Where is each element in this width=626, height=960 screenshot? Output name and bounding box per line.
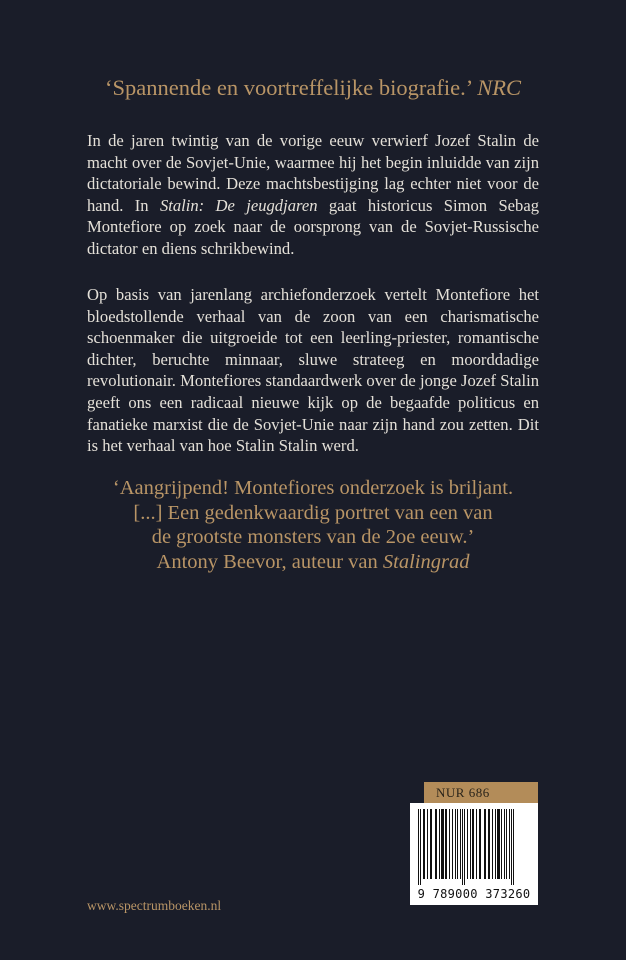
barcode-bar	[423, 809, 425, 879]
nur-code-label: NUR 686	[424, 782, 538, 803]
book-title-inline: Stalin: De jeugdjaren	[159, 195, 318, 215]
bottom-quote-attribution	[0, 550, 626, 575]
barcode-bar	[472, 809, 474, 879]
barcode-bar	[449, 809, 450, 879]
barcode-bar	[460, 809, 461, 879]
bottom-quote-line-2: [...] Een gedenkwaardig portret van een van	[133, 501, 493, 524]
barcode-bar	[467, 809, 468, 879]
barcode-bar	[492, 809, 493, 879]
barcode-bar	[488, 809, 490, 879]
blurb-paragraph-1	[87, 130, 539, 260]
top-review-quote	[0, 73, 626, 103]
blurb-p1-part-a: In de jaren twintig van de vorige eeuw verwierf Jozef Stalin de macht over de Sovjet-Unie, waarmee hij het begin inluidde van zijn dictatoriale bewind. Deze machtsbestijging lag echter niet voor de hand. In	[87, 131, 539, 215]
barcode-bar	[462, 809, 463, 885]
barcode-bar	[445, 809, 447, 879]
bottom-quote-line-1: ‘Aangrijpend! Montefiores onderzoek is briljant.	[112, 477, 514, 499]
attribution-title: Stalingrad	[382, 550, 470, 573]
barcode-bar	[418, 809, 419, 885]
barcode-bar	[439, 809, 440, 879]
barcode-bar	[455, 809, 456, 879]
blurb-p1-part-b: gaat historicus Simon Sebag Montefiore op zoek naar de oorsprong van de Sovjet-Russische dictator en diens schrikbewind.	[87, 195, 540, 258]
barcode-bar	[495, 809, 496, 879]
barcode-bars	[416, 809, 532, 885]
publisher-website: www.spectrumboeken.nl	[87, 898, 222, 913]
barcode-bar	[504, 809, 505, 879]
barcode-bar	[427, 809, 428, 879]
top-quote-source: NRC	[477, 75, 521, 100]
attribution-author: Antony Beevor, auteur van	[156, 550, 383, 573]
barcode-bar	[457, 809, 458, 879]
barcode-bar	[511, 809, 512, 885]
top-quote-text: ‘Spannende en voortreffelijke biografie.’	[105, 75, 472, 100]
isbn-barcode	[410, 803, 538, 905]
barcode-bar	[464, 809, 465, 885]
barcode-bar	[497, 809, 500, 879]
barcode-bar	[479, 809, 481, 879]
isbn-digits: 9 789000 373260	[417, 887, 531, 901]
barcode-bar	[509, 809, 510, 879]
barcode-bar	[513, 809, 514, 885]
barcode-bar	[484, 809, 486, 879]
barcode-bar	[506, 809, 507, 879]
blurb-paragraph-2: Op basis van jarenlang archiefonderzoek vertelt Montefiore het bloedstollende verhaal van de zoon van een charismatische schoenmaker die uitgroeide tot een leerling-priester, romantische dichter, beruchte minnaar, sluwe strateeg en moorddadige revolutionair. Montefiores standaardwerk over de jonge Jozef Stalin geeft ons een radicaal nieuwe kijk op de begaafde politicus en fanatieke marxist die de Sovjet-Unie naar zijn hand zou zetten. Dit is het verhaal van hoe Stalin Stalin werd.	[87, 285, 539, 456]
barcode-bar	[441, 809, 444, 879]
barcode-bar	[452, 809, 453, 879]
barcode-bar	[470, 809, 471, 879]
barcode-bar	[430, 809, 432, 879]
barcode-bar	[476, 809, 477, 879]
barcode-bar	[435, 809, 437, 879]
barcode-bar	[420, 809, 421, 885]
bottom-quote-line-3: de grootste monsters van de 2oe eeuw.’	[151, 526, 475, 548]
bottom-review-quote	[0, 476, 626, 574]
barcode-bar	[501, 809, 502, 879]
